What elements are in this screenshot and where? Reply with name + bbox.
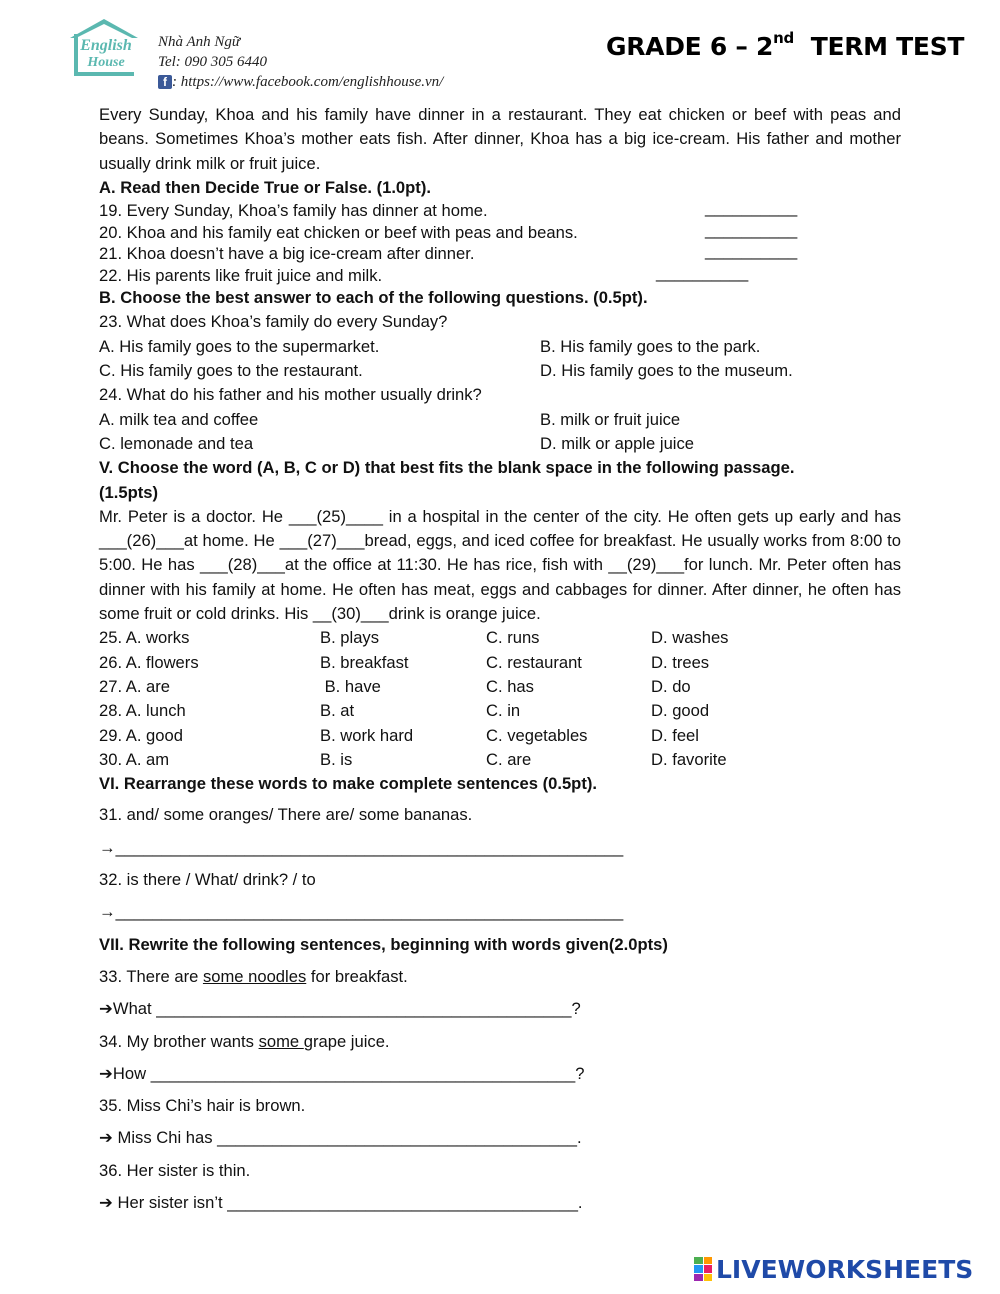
cloze-options-29	[99, 724, 901, 748]
tf-item-21: 21. Khoa doesn’t have a big ice-cream after dinner. __________	[99, 241, 798, 264]
option-27-c[interactable]: C. has	[486, 676, 534, 696]
question-24: 24. What do his father and his mother usually drink?	[99, 385, 482, 405]
tf-item-22: 22. His parents like fruit juice and milk. __________	[99, 262, 749, 285]
contact-facebook	[158, 72, 443, 92]
options-row	[99, 335, 901, 359]
answer-blank-21[interactable]: __________	[705, 241, 798, 261]
answer-line-35[interactable]: ➔ Miss Chi has _______________________________________.	[99, 1128, 582, 1148]
option-26-c[interactable]: C. restaurant	[486, 652, 582, 672]
option-28-a[interactable]: 28. A. lunch	[99, 701, 186, 721]
question-34: 34. My brother wants some grape juice.	[99, 1031, 390, 1051]
option-30-c[interactable]: C. are	[486, 749, 532, 769]
option-30-b[interactable]: B. is	[320, 749, 353, 769]
option-28-b[interactable]: B. at	[320, 701, 355, 721]
option-28-d[interactable]: D. good	[651, 701, 710, 721]
cloze-options-25	[99, 626, 901, 650]
question-36: 36. Her sister is thin.	[99, 1160, 251, 1180]
option-26-a[interactable]: 26. A. flowers	[99, 652, 199, 672]
option-25-a[interactable]: 25. A. works	[99, 628, 190, 648]
options-row	[99, 432, 901, 456]
answer-line-34[interactable]: ➔How ______________________________________________?	[99, 1063, 585, 1083]
option-24-c[interactable]: C. lemonade and tea	[99, 433, 254, 453]
section-v-title: V. Choose the word (A, B, C or D) that best fits the blank space in the following passage. (1.5pts)	[99, 458, 795, 502]
option-27-a[interactable]: 27. A. are	[99, 676, 171, 696]
option-26-b[interactable]: B. breakfast	[320, 652, 409, 672]
option-29-a[interactable]: 29. A. good	[99, 725, 183, 745]
facebook-icon: f	[158, 75, 172, 89]
option-29-d[interactable]: D. feel	[651, 725, 699, 745]
english-house-logo	[66, 16, 142, 80]
options-row	[99, 359, 901, 383]
option-25-b[interactable]: B. plays	[320, 628, 380, 648]
option-27-b[interactable]: B. have	[320, 676, 381, 696]
question-33: 33. There are some noodles for breakfast.	[99, 966, 408, 986]
option-25-d[interactable]: D. washes	[651, 628, 729, 648]
option-24-a[interactable]: A. milk tea and coffee	[99, 409, 259, 429]
worksheet-content	[99, 103, 901, 1215]
page-header	[0, 0, 1000, 100]
option-29-b[interactable]: B. work hard	[320, 725, 414, 745]
option-23-d[interactable]: D. His family goes to the museum.	[540, 361, 793, 381]
answer-line-33[interactable]: ➔What _____________________________________________?	[99, 999, 581, 1019]
option-28-c[interactable]: C. in	[486, 701, 521, 721]
option-29-c[interactable]: C. vegetables	[486, 725, 588, 745]
answer-blank-20[interactable]: __________	[705, 219, 798, 239]
option-30-d[interactable]: D. favorite	[651, 749, 727, 769]
page-title: GRADE 6 – 2nd TERM TEST	[606, 29, 965, 61]
question-35: 35. Miss Chi’s hair is brown.	[99, 1096, 306, 1116]
cloze-options-26	[99, 651, 901, 675]
section-vii-title: VII. Rewrite the following sentences, beginning with words given(2.0pts)	[99, 934, 668, 954]
answer-blank-19[interactable]: __________	[705, 198, 798, 218]
section-a-title: A. Read then Decide True or False. (1.0pt).	[99, 177, 431, 197]
answer-line-36[interactable]: ➔ Her sister isn’t ______________________________________.	[99, 1192, 583, 1212]
logo-text-english: English	[80, 37, 132, 54]
option-26-d[interactable]: D. trees	[651, 652, 710, 672]
answer-line-31[interactable]: →_______________________________________________________	[99, 837, 624, 857]
question-32: 32. is there / What/ drink? / to	[99, 870, 316, 890]
contact-info	[158, 32, 443, 92]
answer-blank-22[interactable]: __________	[656, 262, 749, 282]
option-23-a[interactable]: A. His family goes to the supermarket.	[99, 336, 380, 356]
cloze-passage: Mr. Peter is a doctor. He ___(25)____ in a hospital in the center of the city. He often gets up early and has ___(26)___at home. He ___(27)___bread, eggs, and iced coffee for breakfast. He usually works from 8:00 to 5:00. He has ___(28)___at the office at 11:30. He has rice, fish with __(29)___for lunch. Mr. Peter often has dinner with his family at home. He often has meat, eggs and cabbages for dinner. After dinner, he often has some fruit or cold drinks. His __(30)___drink is orange juice.	[99, 506, 901, 624]
liveworksheets-logo-icon	[694, 1257, 712, 1281]
option-30-a[interactable]: 30. A. am	[99, 749, 170, 769]
contact-tel: Tel: 090 305 6440	[158, 54, 268, 70]
tf-item-20: 20. Khoa and his family eat chicken or beef with peas and beans. __________	[99, 219, 798, 242]
answer-line-32[interactable]: →_______________________________________________________	[99, 902, 624, 922]
tf-item-19: 19. Every Sunday, Khoa’s family has dinner at home. __________	[99, 198, 798, 221]
liveworksheets-brand[interactable]: LIVEWORKSHEETS	[716, 1254, 974, 1284]
option-23-c[interactable]: C. His family goes to the restaurant.	[99, 361, 363, 381]
options-row	[99, 408, 901, 432]
cloze-options-27	[99, 675, 901, 699]
logo-text-house: House	[87, 55, 125, 70]
cloze-options-30	[99, 748, 901, 772]
reading-passage: Every Sunday, Khoa and his family have dinner in a restaurant. They eat chicken or beef with peas and beans. Sometimes Khoa’s mother eats fish. After dinner, Khoa has a big ice-cream. His father and mother usually drink milk or fruit juice.	[99, 105, 901, 173]
option-24-d[interactable]: D. milk or apple juice	[540, 433, 695, 453]
section-b-title: B. Choose the best answer to each of the following questions. (0.5pt).	[99, 288, 648, 308]
section-vi-title: VI. Rearrange these words to make complete sentences (0.5pt).	[99, 774, 597, 794]
cloze-options-28	[99, 699, 901, 723]
option-23-b[interactable]: B. His family goes to the park.	[540, 336, 761, 356]
option-24-b[interactable]: B. milk or fruit juice	[540, 409, 681, 429]
contact-name: Nhà Anh Ngữ	[158, 34, 241, 50]
contact-facebook-url: : https://www.facebook.com/englishhouse.vn/	[172, 74, 444, 90]
liveworksheets-footer	[694, 1254, 973, 1284]
question-31: 31. and/ some oranges/ There are/ some bananas.	[99, 805, 473, 825]
question-23: 23. What does Khoa’s family do every Sunday?	[99, 312, 448, 332]
option-25-c[interactable]: C. runs	[486, 628, 540, 648]
option-27-d[interactable]: D. do	[651, 676, 691, 696]
